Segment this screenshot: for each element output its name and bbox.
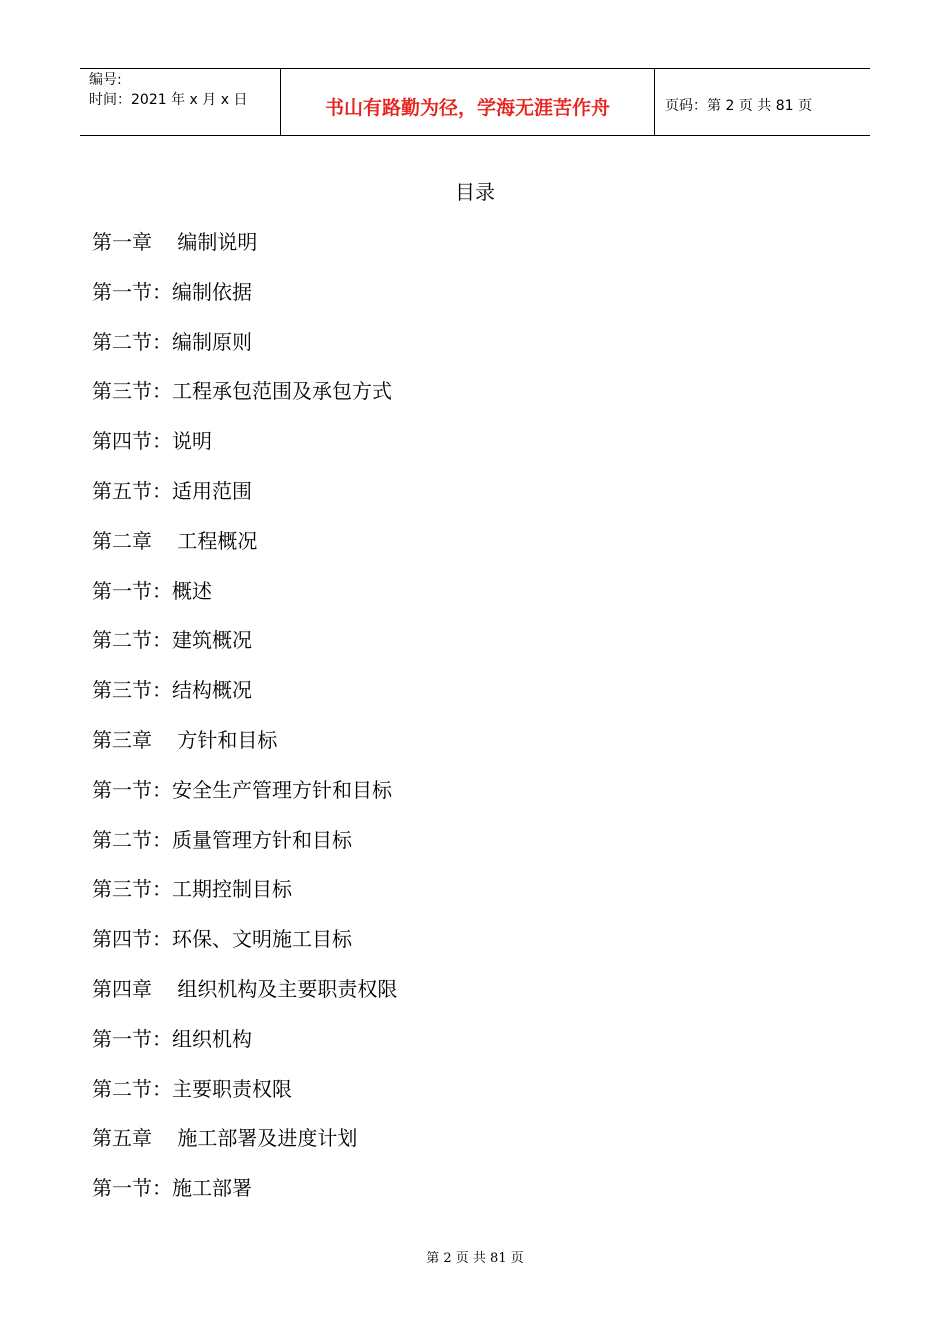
toc-list <box>92 229 397 1225</box>
toc-entry[interactable]: 第二章 工程概况 <box>92 528 258 553</box>
toc-entry[interactable]: 第一节：概述 <box>92 578 212 603</box>
toc-entry[interactable]: 第二节：建筑概况 <box>92 628 252 653</box>
header-page-code: 页码：第 2 页 共 81 页 <box>665 98 812 114</box>
header-motto-cell <box>281 69 655 135</box>
header-info-cell <box>80 69 281 135</box>
toc-entry[interactable]: 第三节：工程承包范围及承包方式 <box>92 379 392 404</box>
page-footer: 第 2 页 共 81 页 <box>426 1251 524 1266</box>
toc-entry[interactable]: 第四章 组织机构及主要职责权限 <box>92 976 398 1001</box>
toc-entry[interactable]: 第四节：说明 <box>92 429 212 454</box>
toc-entry[interactable]: 第五章 施工部署及进度计划 <box>92 1126 358 1151</box>
toc-entry[interactable]: 第二节：编制原则 <box>92 329 252 354</box>
toc-entry[interactable]: 第三节：工期控制目标 <box>92 877 292 902</box>
toc-entry[interactable]: 第三节：结构概况 <box>92 678 252 703</box>
toc-entry[interactable]: 第一节：安全生产管理方针和目标 <box>92 777 392 802</box>
toc-entry[interactable]: 第一节：组织机构 <box>92 1026 252 1051</box>
toc-entry[interactable]: 第二节：质量管理方针和目标 <box>92 827 352 852</box>
toc-entry[interactable]: 第四节：环保、文明施工目标 <box>92 927 352 952</box>
toc-entry[interactable]: 第一节：施工部署 <box>92 1176 252 1201</box>
page-header <box>80 68 870 136</box>
toc-entry[interactable]: 第五节：适用范围 <box>92 478 252 503</box>
toc-entry[interactable]: 第一章 编制说明 <box>92 230 258 254</box>
toc-entry[interactable]: 第一节：编制依据 <box>92 279 252 304</box>
toc-entry[interactable]: 第二节：主要职责权限 <box>92 1076 292 1101</box>
toc-entry[interactable]: 第三章 方针和目标 <box>92 727 278 752</box>
document-number-label: 编号: <box>89 72 122 88</box>
header-page-cell <box>655 69 870 135</box>
header-motto: 书山有路勤为径，学海无涯苦作舟 <box>324 97 610 119</box>
toc-title: 目录 <box>455 180 495 204</box>
document-date: 时间：2021 年 x 月 x 日 <box>89 92 248 108</box>
